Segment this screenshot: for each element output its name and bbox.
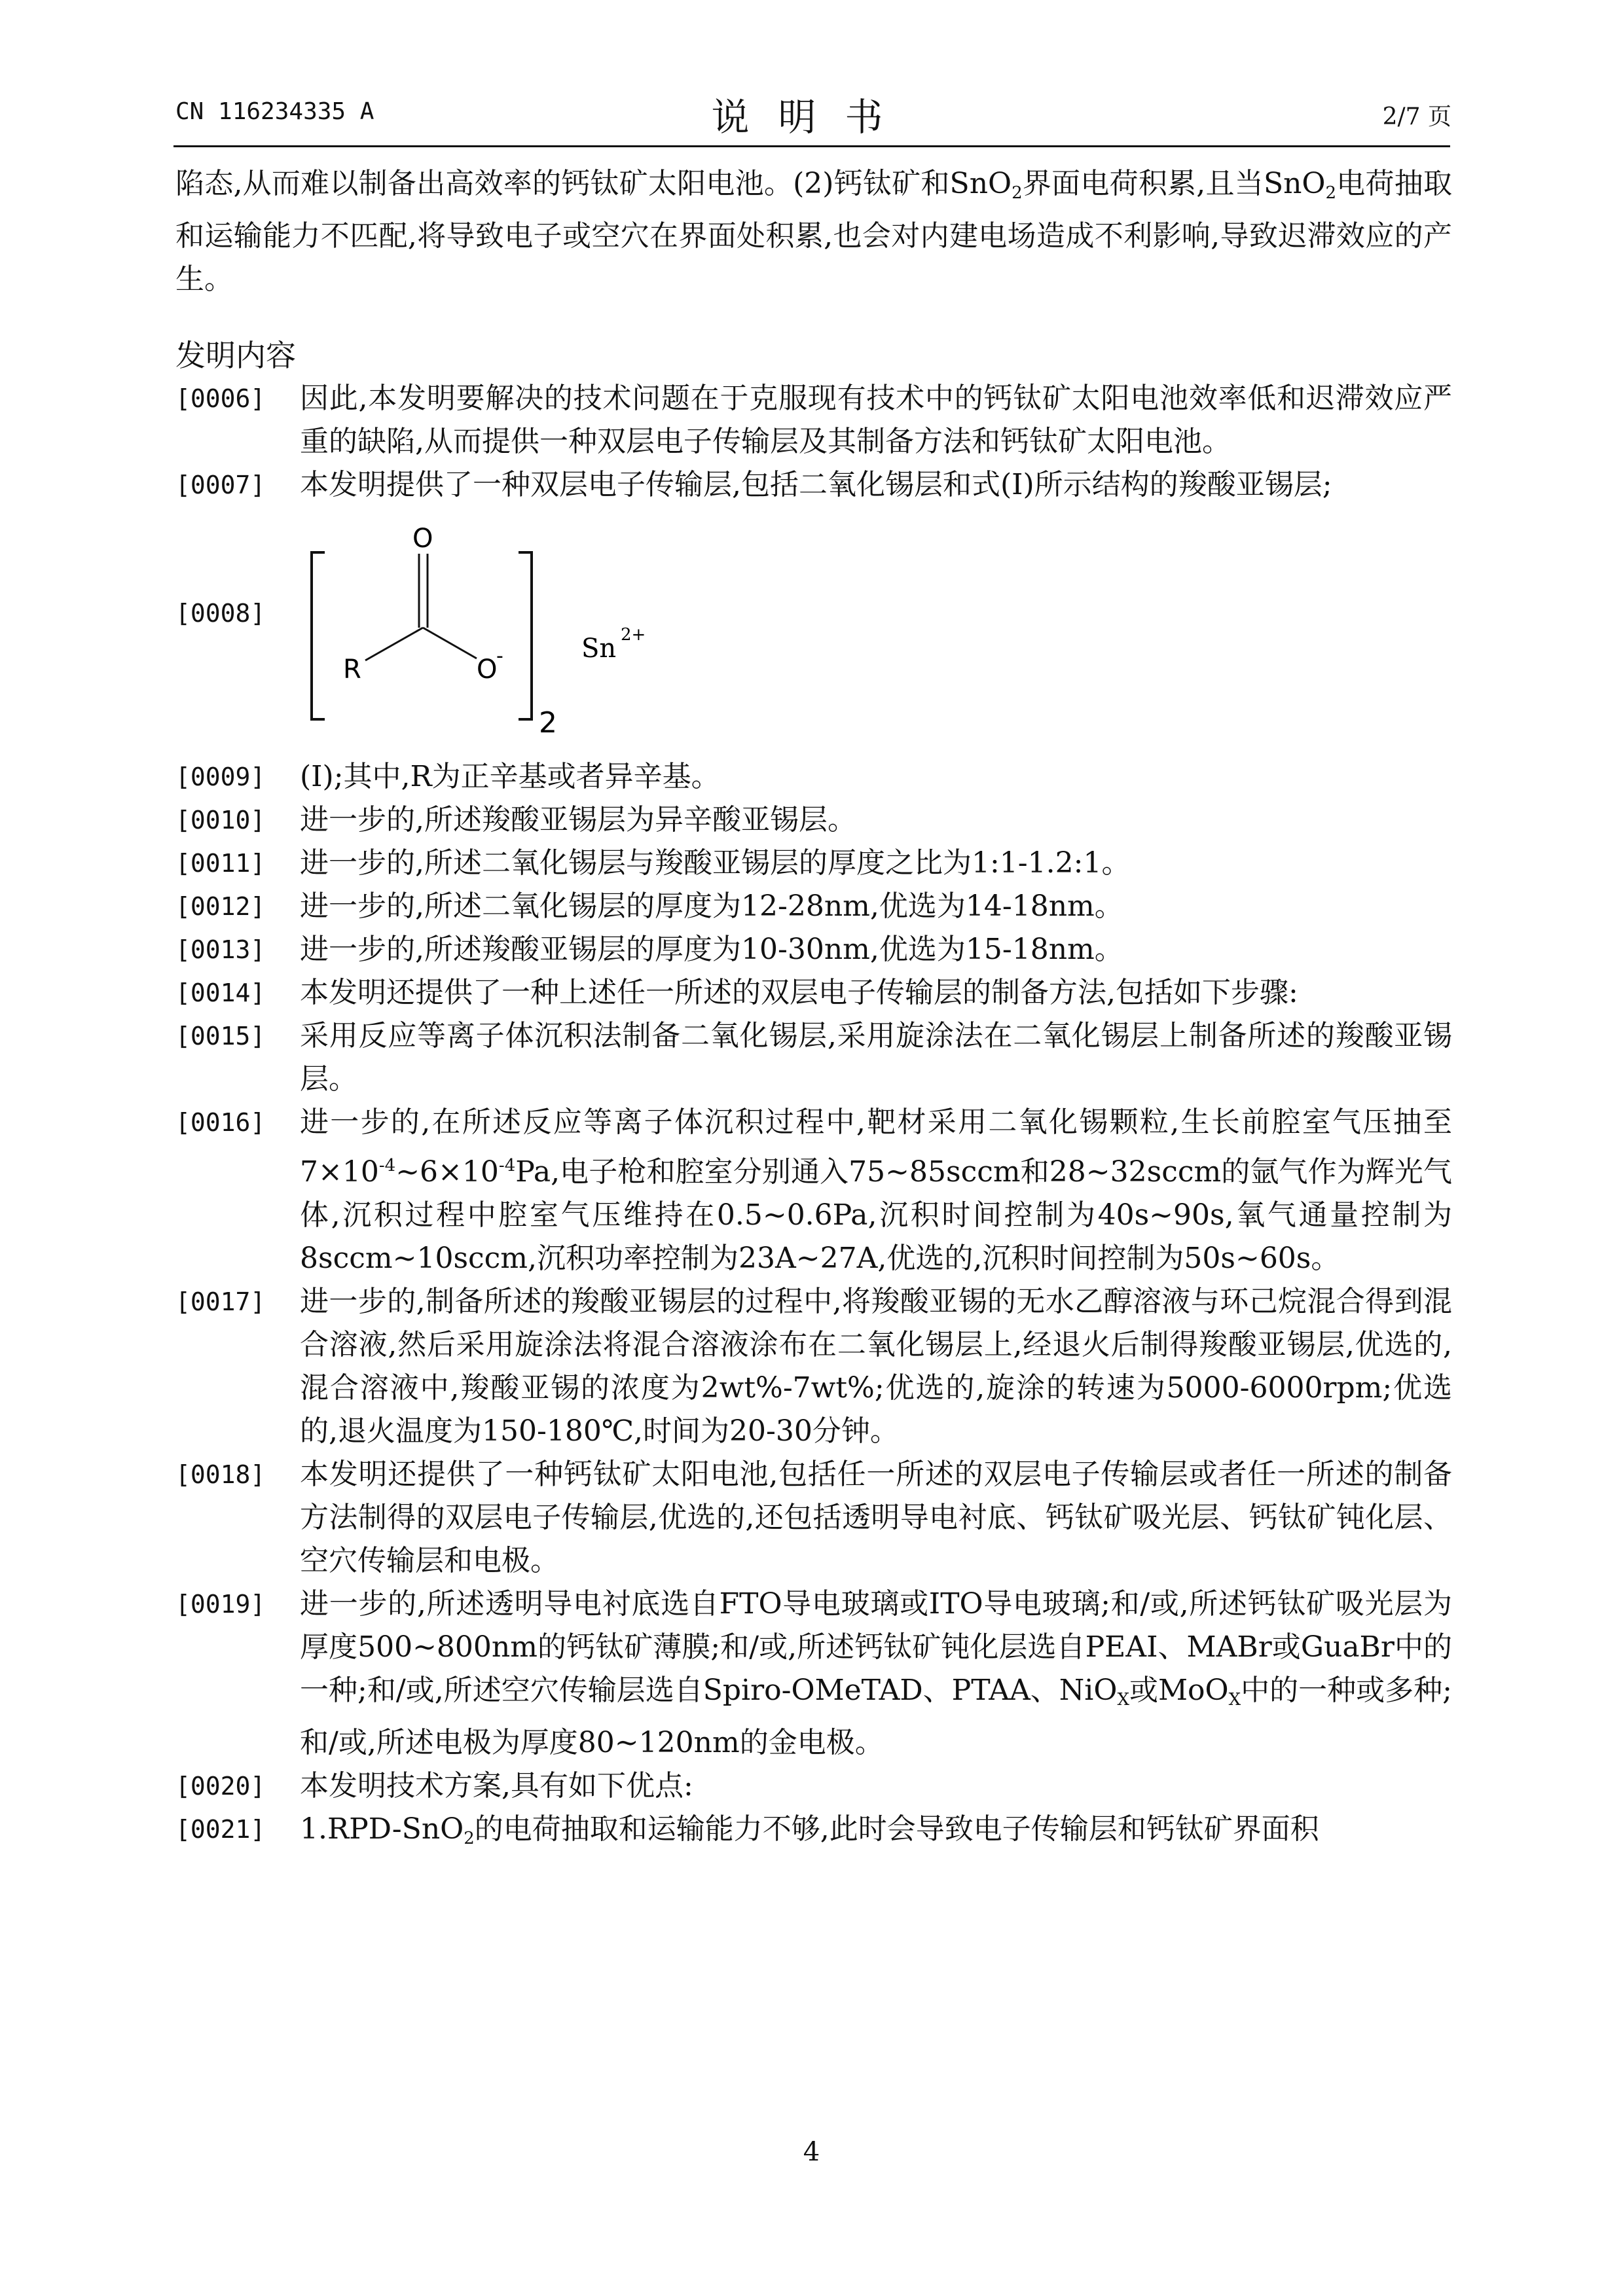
paragraph-text: 采用反应等离子体沉积法制备二氧化锡层,采用旋涂法在二氧化锡层上制备所述的羧酸亚锡层。: [300, 1019, 1452, 1096]
paragraph-0008: [175, 513, 1452, 749]
paragraph-number: [0009]: [175, 762, 266, 791]
paragraph-number: [0014]: [175, 978, 266, 1007]
subscript: X: [1117, 1690, 1129, 1710]
paragraph-text: [300, 1101, 1452, 1280]
paragraph-text: 进一步的,所述羧酸亚锡层的厚度为10-30nm,优选为15-18nm。: [300, 933, 1123, 966]
paragraph-text: 本发明技术方案,具有如下优点:: [300, 1769, 693, 1803]
text-segment: 进一步的,所述透明导电衬底选自FTO导电玻璃或ITO导电玻璃;和/或,所述钙钛矿吸光层为厚度500~800nm的钙钛矿薄膜;和/或,所述钙钛矿钝化层选自PEAI、MABr或GuaBr中的一种;和/或,所述空穴传输层选自Spiro-OMeTAD、PTAA、NiO: [300, 1587, 1452, 1707]
paragraph-0013: [175, 928, 1452, 971]
paragraph-number: [0021]: [175, 1815, 266, 1844]
intro-paragraph: [175, 162, 1452, 301]
tin-charge: 2+: [621, 625, 646, 645]
paragraph-text: (I);其中,R为正辛基或者异辛基。: [300, 760, 720, 793]
paragraph-number: [0020]: [175, 1772, 266, 1801]
paragraph-0011: [175, 842, 1452, 885]
oxygen-minus: O: [477, 655, 498, 685]
paragraph-0012: [175, 885, 1452, 928]
paragraph-0021: [175, 1808, 1452, 1860]
text-segment: 或MoO: [1129, 1674, 1229, 1707]
paragraph-text: 进一步的,所述羧酸亚锡层为异辛酸亚锡层。: [300, 803, 856, 836]
page-number: 4: [803, 2137, 820, 2167]
paragraph-0015: [175, 1014, 1452, 1101]
paragraph-0006: [175, 377, 1452, 463]
text-segment: ~6×10: [395, 1155, 499, 1189]
paragraph-text: 因此,本发明要解决的技术问题在于克服现有技术中的钙钛矿太阳电池效率低和迟滞效应严重的缺陷,从而提供一种双层电子传输层及其制备方法和钙钛矿太阳电池。: [300, 382, 1452, 458]
r-group-label: R: [343, 655, 361, 685]
intro-text-a: 陷态,从而难以制备出高效率的钙钛矿太阳电池。(2)钙钛矿和SnO: [175, 167, 1012, 200]
page-indicator: 2/7 页: [1382, 103, 1451, 130]
subscript: X: [1228, 1690, 1241, 1710]
bond-c-o-single: [423, 628, 477, 658]
intro-text-b: 界面电荷积累,且当SnO: [1022, 167, 1326, 200]
text-segment: 的电荷抽取和运输能力不够,此时会导致电子传输层和钙钛矿界面积: [474, 1812, 1319, 1846]
paragraph-number: [0017]: [175, 1287, 266, 1316]
paragraph-number: [0013]: [175, 935, 266, 964]
section-heading: 发明内容: [175, 338, 296, 373]
paragraph-0007: [175, 463, 1452, 507]
paragraph-number: [0018]: [175, 1460, 266, 1489]
header-divider: [173, 145, 1450, 147]
paragraph-number: [0015]: [175, 1022, 266, 1050]
intro-text-c: 电荷抽取和运输能力不匹配,将导致电子或空穴在界面处积累,也会对内建电场造成不利影响,导致迟滞效应的产生。: [175, 167, 1452, 296]
paragraph-text: 本发明提供了一种双层电子传输层,包括二氧化锡层和式(I)所示结构的羧酸亚锡层;: [300, 468, 1332, 501]
paragraph-number: [0019]: [175, 1590, 266, 1619]
paragraph-text: [300, 1808, 1452, 1860]
text-segment: 1.RPD-SnO: [300, 1812, 464, 1846]
document-body: [175, 162, 1452, 1860]
chemical-formula: [300, 513, 719, 749]
bond-r-c: [365, 628, 423, 660]
paragraph-text: 进一步的,制备所述的羧酸亚锡层的过程中,将羧酸亚锡的无水乙醇溶液与环己烷混合得到混合溶液,然后采用旋涂法将混合溶液涂布在二氧化锡层上,经退火后制得羧酸亚锡层,优选的,混合溶液中,羧酸亚锡的浓度为2wt%-7wt%;优选的,旋涂的转速为5000-6000rpm;优选的,退火温度为150-180℃,时间为20-30分钟。: [300, 1285, 1452, 1448]
paragraph-0016: [175, 1101, 1452, 1280]
paragraph-number: [0007]: [175, 471, 266, 499]
paragraph-0020: [175, 1765, 1452, 1808]
paragraph-number: [0010]: [175, 806, 266, 834]
paragraph-number: [0011]: [175, 849, 266, 878]
paragraph-number: [0008]: [175, 599, 266, 628]
intro-sub-b: 2: [1325, 183, 1337, 203]
superscript: -4: [378, 1156, 396, 1175]
paragraph-0010: [175, 798, 1452, 842]
tin-symbol: Sn: [581, 634, 617, 664]
paragraph-0009: [175, 755, 1452, 798]
paragraph-text: [300, 1583, 1452, 1765]
paragraph-number: [0016]: [175, 1108, 266, 1137]
paragraph-0014: [175, 971, 1452, 1014]
text-segment: 进一步的,在所述反应等离子体沉积过程中,靶材采用二氧化锡颗粒,生长前腔室气压抽至7×10: [300, 1105, 1452, 1189]
paragraph-0017: [175, 1280, 1452, 1453]
subscript: 2: [464, 1829, 475, 1848]
page-title: 说明书: [711, 95, 912, 139]
paragraph-text: 进一步的,所述二氧化锡层的厚度为12-28nm,优选为14-18nm。: [300, 889, 1123, 923]
right-bracket: [519, 552, 532, 719]
minus-charge: -: [496, 645, 503, 668]
paragraph-number: [0012]: [175, 892, 266, 921]
paragraph-0019: [175, 1583, 1452, 1765]
paragraph-0018: [175, 1453, 1452, 1583]
paragraph-text: 进一步的,所述二氧化锡层与羧酸亚锡层的厚度之比为1:1-1.2:1。: [300, 846, 1131, 880]
text-segment: 中的一种或多种;和/或,所述电极为厚度80~120nm的金电极。: [300, 1674, 1453, 1759]
oxygen-top: O: [412, 524, 433, 554]
text-segment: Pa,电子枪和腔室分别通入75~85sccm和28~32sccm的氩气作为辉光气体,沉积过程中腔室气压维持在0.5~0.6Pa,沉积时间控制为40s~90s,氧气通量控制为8sccm~10sccm,沉积功率控制为23A~27A,优选的,沉积时间控制为50s~60s。: [300, 1155, 1452, 1275]
bracket-subscript: 2: [539, 706, 557, 740]
paragraph-text: 本发明还提供了一种钙钛矿太阳电池,包括任一所述的双层电子传输层或者任一所述的制备方法制得的双层电子传输层,优选的,还包括透明导电衬底、钙钛矿吸光层、钙钛矿钝化层、空穴传输层和电极。: [300, 1458, 1452, 1577]
superscript: -4: [498, 1156, 516, 1175]
patent-number: CN 116234335 A: [175, 98, 374, 125]
left-bracket: [312, 552, 325, 719]
intro-sub-a: 2: [1012, 183, 1023, 203]
paragraph-number: [0006]: [175, 384, 266, 413]
paragraph-text: 本发明还提供了一种上述任一所述的双层电子传输层的制备方法,包括如下步骤:: [300, 976, 1298, 1009]
